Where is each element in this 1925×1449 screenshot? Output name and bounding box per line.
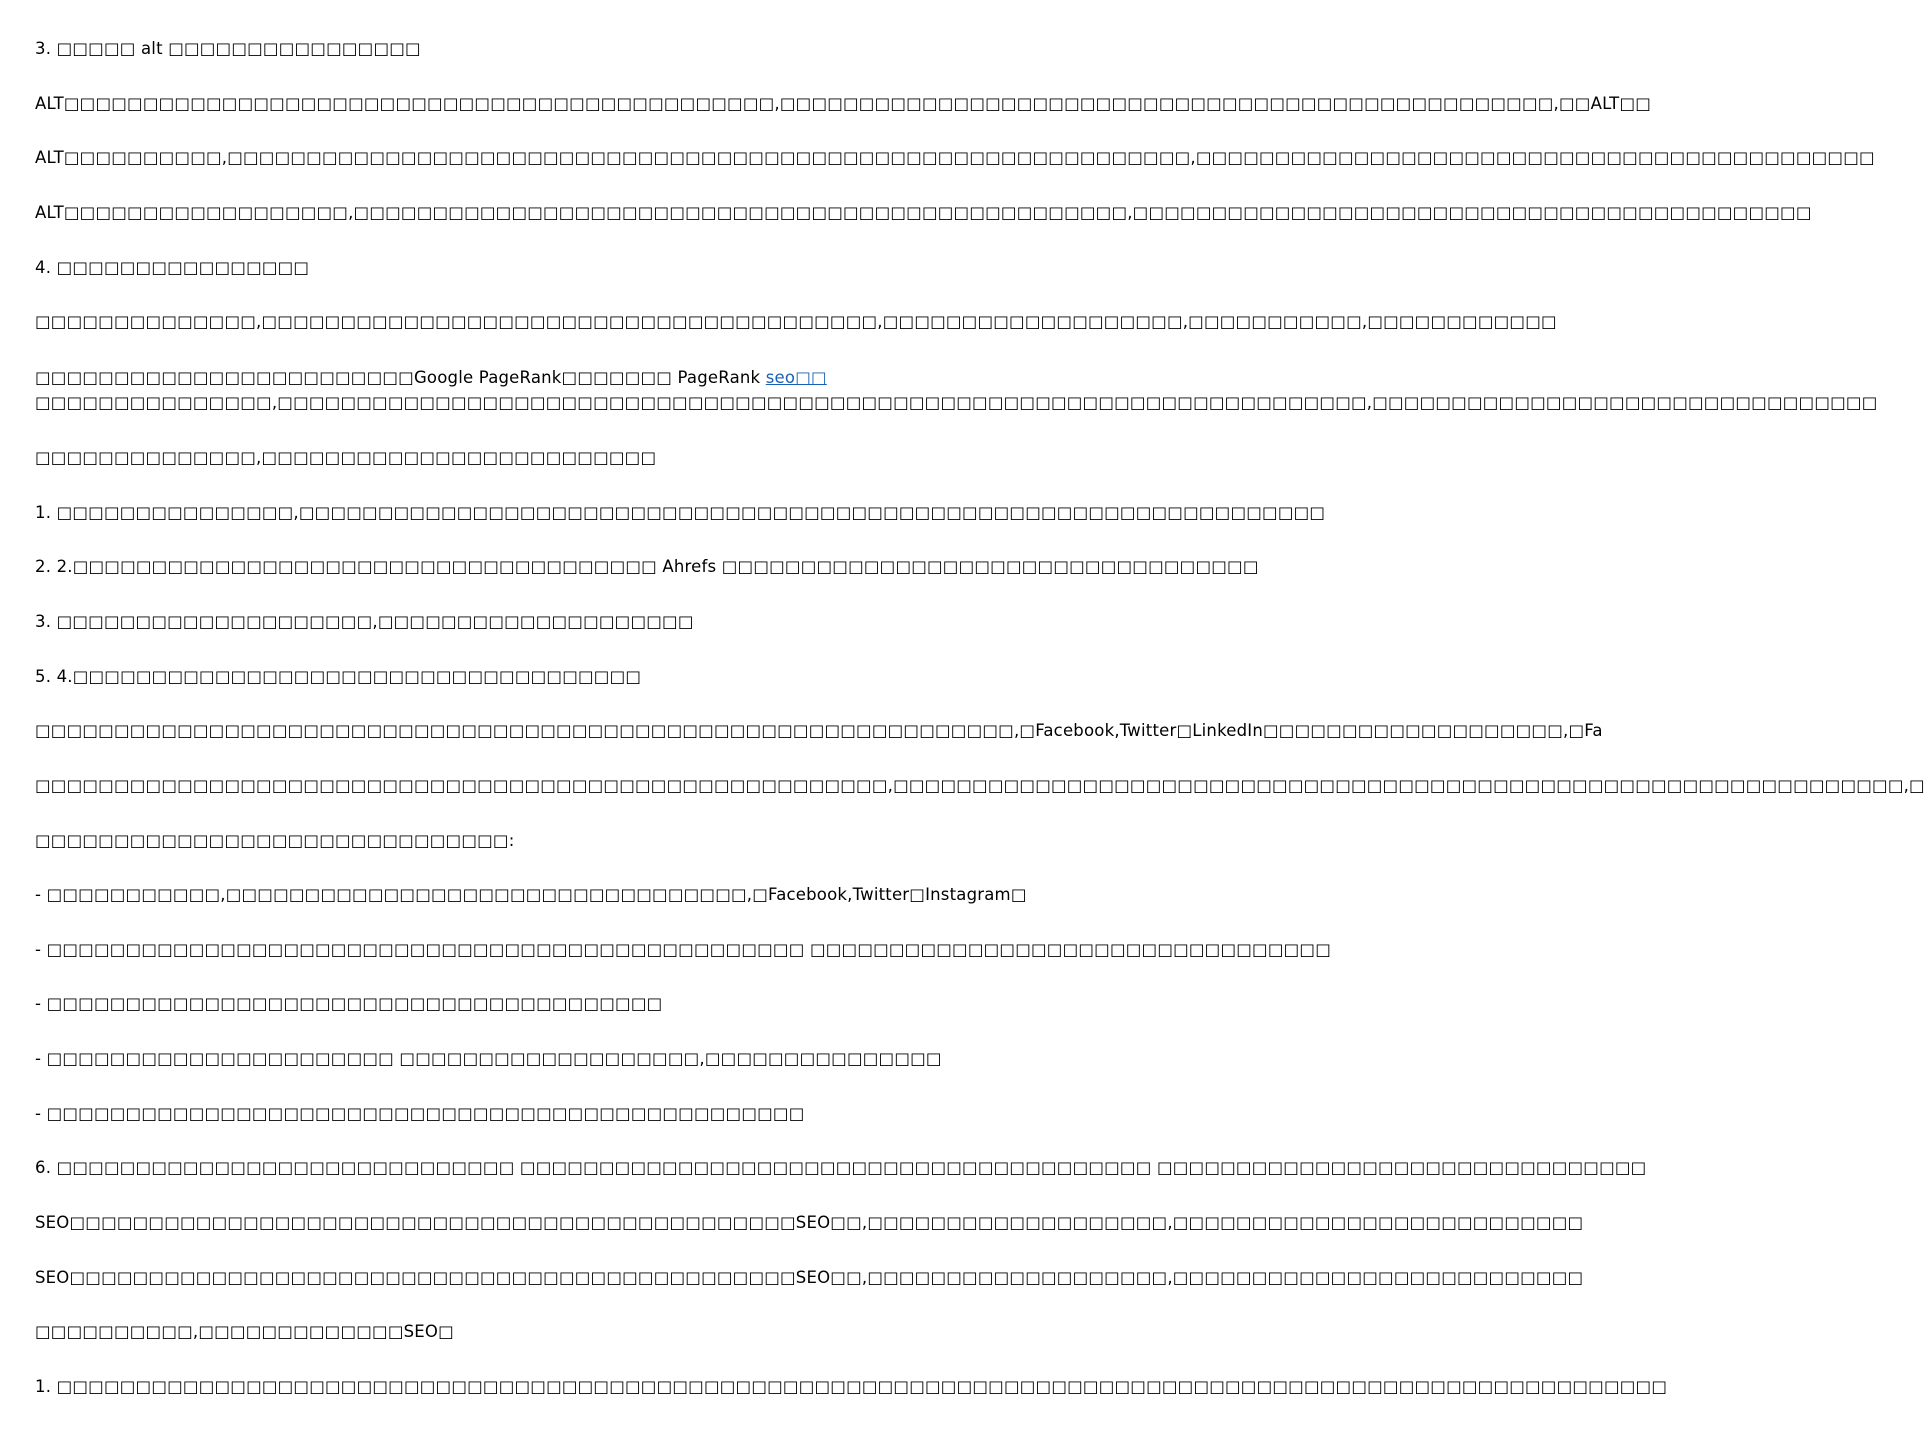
paragraph-line: □□□□□□□□□□,□□□□□□□□□□□□□SEO□: [35, 1322, 454, 1341]
paragraph-line: ALT□□□□□□□□□□□□□□□□□□,□□□□□□□□□□□□□□□□□□□□□□□□□□□□□□□□□□□□□□□□□□□□□□□□□,□□□□□□□□□□□□□□□□□□□□□□□□□□□□□□□□□□□□□□□□□□□: [35, 203, 1812, 222]
paragraph-line-with-link: [35, 367, 989, 389]
bullet-item: - □□□□□□□□□□□□□□□□□□□□□□□□□□□□□□□□□□□□□□□□□□□□□□□□ □□□□□□□□□□□□□□□□□□□□□□□□□□□□□□□□□: [35, 940, 1332, 959]
paragraph-line: □□□□□□□□□□□□□□□,□□□□□□□□□□□□□□□□□□□□□□□□□□□□□□□□□□□□□□□□□□□□□□□□□□□□□□□□□□□□□□□□□□□□□,□□□□□□□□□□□□□□□□□□□□□□□□□□□□□□□□: [35, 393, 1878, 412]
paragraph-line: SEO□□□□□□□□□□□□□□□□□□□□□□□□□□□□□□□□□□□□□□□□□□□□□□SEO□□,□□□□□□□□□□□□□□□□□□□,□□□□□□□□□□□□□□□□□□□□□□□□□□: [35, 1268, 1584, 1287]
section-heading: 5. 4.□□□□□□□□□□□□□□□□□□□□□□□□□□□□□□□□□□□□: [35, 667, 642, 686]
bullet-item: - □□□□□□□□□□□,□□□□□□□□□□□□□□□□□□□□□□□□□□□□□□□□□,□Facebook,Twitter□Instagram□: [35, 885, 1027, 904]
paragraph-line: □□□□□□□□□□□□□□,□□□□□□□□□□□□□□□□□□□□□□□□□: [35, 448, 657, 467]
paragraph-text: □□□□□□□□□□□□□□□□□□□□□□□□Google PageRank□□□□□□□ PageRank: [35, 368, 766, 387]
paragraph-line: □□□□□□□□□□□□□□□□□□□□□□□□□□□□□□:: [35, 831, 515, 850]
paragraph-line: □□□□□□□□□□□□□□,□□□□□□□□□□□□□□□□□□□□□□□□□□□□□□□□□□□□□□□,□□□□□□□□□□□□□□□□□□□,□□□□□□□□□□□,□□□□□□□□□□□□: [35, 312, 1557, 331]
bullet-item: - □□□□□□□□□□□□□□□□□□□□□□□□□□□□□□□□□□□□□□□□□□□□□□□□: [35, 1104, 805, 1123]
section-heading: 6. □□□□□□□□□□□□□□□□□□□□□□□□□□□□□ □□□□□□□□□□□□□□□□□□□□□□□□□□□□□□□□□□□□□□□□ □□□□□□□□□□□□□□□□□□□□□□□□□□□□□□□: [35, 1158, 1647, 1177]
paragraph-line: SEO□□□□□□□□□□□□□□□□□□□□□□□□□□□□□□□□□□□□□□□□□□□□□□SEO□□,□□□□□□□□□□□□□□□□□□□,□□□□□□□□□□□□□□□□□□□□□□□□□□: [35, 1213, 1584, 1232]
list-item: 1. □□□□□□□□□□□□□□□□□□□□□□□□□□□□□□□□□□□□□□□□□□□□□□□□□□□□□□□□□□□□□□□□□□□□□□□□□□□□□□□□□□□□□□□□□□□□□□□□□□□□□□: [35, 1377, 1668, 1396]
paragraph-line: 3. □□□□□ alt □□□□□□□□□□□□□□□□: [35, 39, 421, 58]
bullet-item: - □□□□□□□□□□□□□□□□□□□□□□□□□□□□□□□□□□□□□□□: [35, 994, 663, 1013]
paragraph-line: □□□□□□□□□□□□□□□□□□□□□□□□□□□□□□□□□□□□□□□□□□□□□□□□□□□□□□□□□□□□□□,□Facebook,Twitter□LinkedIn□□□□□□□□□□□□□□□□□□□,□Fa: [35, 721, 1603, 740]
list-item: 3. □□□□□□□□□□□□□□□□□□□□,□□□□□□□□□□□□□□□□□□□□: [35, 612, 694, 631]
list-item: 1. □□□□□□□□□□□□□□□,□□□□□□□□□□□□□□□□□□□□□□□□□□□□□□□□□□□□□□□□□□□□□□□□□□□□□□□□□□□□□□□□□: [35, 503, 1326, 522]
list-item: 2. 2.□□□□□□□□□□□□□□□□□□□□□□□□□□□□□□□□□□□□□ Ahrefs □□□□□□□□□□□□□□□□□□□□□□□□□□□□□□□□□□: [35, 557, 1259, 576]
paragraph-line: □□□□□□□□□□□□□□□□□□□□□□□□□□□□□□□□□□□□□□□□□□□□□□□□□□□□□□,□□□□□□□□□□□□□□□□□□□□□□□□□□□□□□□□□□□□□□□□□□□□□□□□□□□□□□□□□□□□□□□□,□: [35, 776, 1925, 795]
paragraph-line: 4. □□□□□□□□□□□□□□□□: [35, 258, 310, 277]
bullet-item: - □□□□□□□□□□□□□□□□□□□□□□ □□□□□□□□□□□□□□□□□□□,□□□□□□□□□□□□□□□: [35, 1049, 942, 1068]
seo-link[interactable]: seo□□: [765, 368, 827, 387]
paragraph-line: ALT□□□□□□□□□□□□□□□□□□□□□□□□□□□□□□□□□□□□□□□□□□□□□,□□□□□□□□□□□□□□□□□□□□□□□□□□□□□□□□□□□□□□□□□□□□□□□□□,□□ALT□□: [35, 94, 1652, 113]
paragraph-line: ALT□□□□□□□□□□,□□□□□□□□□□□□□□□□□□□□□□□□□□□□□□□□□□□□□□□□□□□□□□□□□□□□□□□□□□□□□,□□□□□□□□□□□□□□□□□□□□□□□□□□□□□□□□□□□□□□□□□□□: [35, 148, 1875, 167]
